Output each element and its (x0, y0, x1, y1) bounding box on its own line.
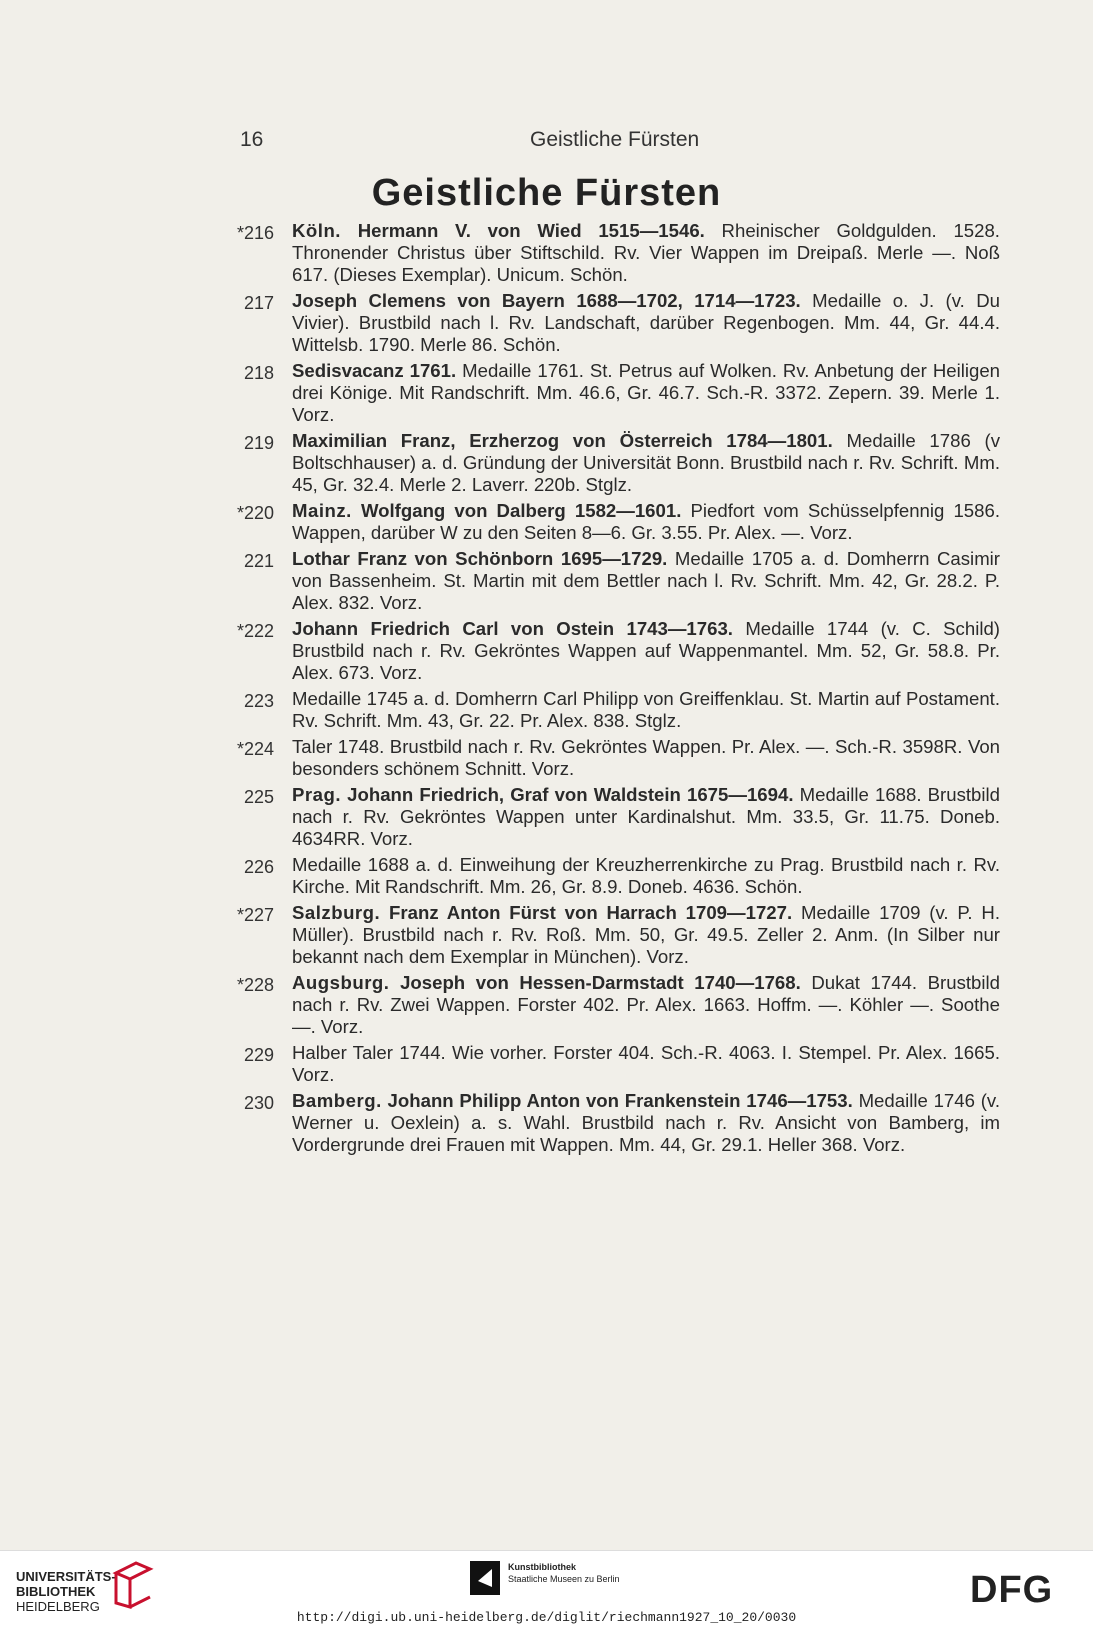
catalog-entry (220, 618, 1000, 684)
entry-body: Medaille 1688 a. d. Einweihung der Kreuzherrenkirche zu Prag. Brustbild nach r. Rv. Kirche. Mit Randschrift. Mm. 26, Gr. 8.9. Doneb. 4636. Schön. (292, 854, 1000, 897)
entry-text (292, 618, 1000, 684)
entry-heading: Joseph Clemens von Bayern 1688—1702, 1714—1723. (292, 290, 801, 311)
entry-place: Bamberg. (292, 1090, 382, 1111)
catalog-entry (220, 854, 1000, 898)
entry-heading: Johann Friedrich Carl von Ostein 1743—1763. (292, 618, 733, 639)
catalog-entry (220, 290, 1000, 356)
entry-body: Halber Taler 1744. Wie vorher. Forster 404. Sch.-R. 4063. I. Stempel. Pr. Alex. 1665. Vorz. (292, 1042, 1000, 1085)
page-number: 16 (240, 128, 264, 151)
entry-heading: Wolfgang von Dalberg 1582—1601. (360, 500, 682, 521)
entry-text (292, 854, 1000, 898)
entry-heading: Sedisvacanz 1761. (292, 360, 457, 381)
entry-body: Medaille 1745 a. d. Domherrn Carl Philipp von Greiffenklau. St. Martin auf Postament. Rv. Schrift. Mm. 43, Gr. 22. Pr. Alex. 838. Stglz. (292, 688, 1000, 731)
entry-text (292, 972, 1000, 1038)
entry-text (292, 688, 1000, 732)
entry-body: Rheinischer Goldgulden. 1528. Thronender Christus über Stiftschild. Rv. Vier Wappen im Dreipaß. Merle —. Noß 617. (Dieses Exemplar). Unicum. Schön. (292, 220, 1000, 285)
source-url-link[interactable]: http://digi.ub.uni-heidelberg.de/diglit/riechmann1927_10_20/0030 (296, 1610, 797, 1625)
entry-body: Medaille 1746 (v. Werner u. Oexlein) a. s. Wahl. Brustbild nach r. Rv. Ansicht von Bamberg, im Vordergrunde drei Frauen mit Wappen. Mm. 44, Gr. 29.1. Heller 368. Vorz. (292, 1090, 1000, 1155)
lot-number: 229 (243, 1045, 274, 1065)
entry-text (292, 430, 1000, 496)
entry-heading: Joseph von Hessen-Darmstadt 1740—1768. (400, 972, 801, 993)
uni-logo-line: UNIVERSITÄTS- (16, 1569, 116, 1584)
entry-body: Medaille 1744 (v. C. Schild) Brustbild nach r. Rv. Gekröntes Wappen auf Wappenmantel. Mm. 52, Gr. 58.8. Pr. Alex. 673. Vorz. (292, 618, 1000, 683)
lot-number: *220 (236, 503, 274, 523)
entry-body: Medaille 1709 (v. P. H. Müller). Brustbild nach r. Rv. Roß. Mm. 50, Gr. 49.5. Zeller 2. Anm. (In Silber nur bekannt nach dem Exemplar in München). Vorz. (292, 902, 1000, 967)
entry-body: Medaille 1705 a. d. Domherrn Casimir von Bassenheim. St. Martin mit dem Bettler nach l. Rv. Schrift. Mm. 42, Gr. 28.2. P. Alex. 832. Vorz. (292, 548, 1000, 613)
lot-number: 221 (243, 551, 274, 571)
entry-text (292, 500, 1000, 544)
lot-number: 230 (243, 1093, 274, 1113)
lot-number: 225 (243, 787, 274, 807)
catalog-entry (220, 902, 1000, 968)
entry-body: Taler 1748. Brustbild nach r. Rv. Gekröntes Wappen. Pr. Alex. —. Sch.-R. 3598R. Von besonders schönem Schnitt. Vorz. (292, 736, 1000, 779)
lot-number: 218 (243, 363, 274, 383)
lot-number: *227 (236, 905, 274, 925)
entry-body: Medaille o. J. (v. Du Vivier). Brustbild nach l. Rv. Landschaft, darüber Regenbogen. Mm. 44, Gr. 44.4. Wittelsb. 1790. Merle 86. Schön. (292, 290, 1001, 355)
lot-number: *222 (236, 621, 274, 641)
entry-body: Dukat 1744. Brustbild nach r. Rv. Zwei Wappen. Forster 402. Pr. Alex. 1663. Hoffm. —. Köhler —. Soothe —. Vorz. (292, 972, 1000, 1037)
lot-number: 223 (243, 691, 274, 711)
entry-heading: Franz Anton Fürst von Harrach 1709—1727. (389, 902, 793, 923)
entry-text (292, 784, 1000, 850)
footer-bar (0, 1550, 1093, 1628)
entry-body: Medaille 1786 (v Boltschhauser) a. d. Gründung der Universität Bonn. Brustbild nach r. Rv. Schrift. Mm. 45, Gr. 32.4. Merle 2. Laverr. 220b. Stglz. (292, 430, 1000, 495)
entry-text (292, 1090, 1000, 1156)
running-title: Geistliche Fürsten (530, 128, 700, 151)
catalog-entry (220, 1090, 1000, 1156)
catalog-entry (220, 500, 1000, 544)
entry-place: Augsburg. (292, 972, 390, 993)
entry-place: Mainz. (292, 500, 352, 521)
catalog-entry (220, 430, 1000, 496)
lot-number: *216 (236, 223, 274, 243)
entry-text (292, 548, 1000, 614)
entry-text (292, 290, 1000, 356)
kunstbibliothek-logo[interactable] (470, 1561, 620, 1595)
entry-heading: Johann Friedrich, Graf von Waldstein 1675—1694. (347, 784, 794, 805)
entry-heading: Johann Philipp Anton von Frankenstein 1746—1753. (387, 1090, 853, 1111)
entry-text (292, 736, 1000, 780)
dfg-logo[interactable]: DFG (970, 1569, 1054, 1611)
lot-number: 217 (243, 293, 274, 313)
uni-logo-line: BIBLIOTHEK (16, 1584, 96, 1599)
catalog-entry (220, 548, 1000, 614)
entry-heading: Maximilian Franz, Erzherzog von Österreich 1784—1801. (292, 430, 833, 451)
kb-title: Kunstbibliothek (508, 1562, 576, 1572)
catalog-entry (220, 972, 1000, 1038)
catalog-entry (220, 736, 1000, 780)
lot-number: *224 (236, 739, 274, 759)
catalog-entry (220, 360, 1000, 426)
entry-heading: Lothar Franz von Schönborn 1695—1729. (292, 548, 668, 569)
section-title: Geistliche Fürsten (371, 172, 722, 214)
catalog-list (220, 220, 1000, 1160)
entry-text (292, 360, 1000, 426)
lot-number: *228 (236, 975, 274, 995)
entry-body: Medaille 1688. Brustbild nach r. Rv. Gekröntes Wappen unter Kardinalshut. Mm. 33.5, Gr. 11.75. Doneb. 4634RR. Vorz. (292, 784, 1000, 849)
entry-place: Salzburg. (292, 902, 381, 923)
catalog-entry (220, 1042, 1000, 1086)
catalog-entry (220, 688, 1000, 732)
lot-number: 226 (243, 857, 274, 877)
entry-body: Piedfort vom Schüsselpfennig 1586. Wappen, darüber W zu den Seiten 8—6. Gr. 3.55. Pr. Alex. —. Vorz. (292, 500, 1000, 543)
entry-text (292, 1042, 1000, 1086)
catalog-entry (220, 220, 1000, 286)
entry-place: Köln. (292, 220, 341, 241)
kb-subtitle: Staatliche Museen zu Berlin (508, 1574, 620, 1584)
uni-logo-line: HEIDELBERG (16, 1599, 100, 1614)
entry-heading: Hermann V. von Wied 1515—1546. (357, 220, 705, 241)
kunstbibliothek-mark-icon (470, 1561, 500, 1595)
lot-number: 219 (243, 433, 274, 453)
university-library-logo[interactable] (16, 1569, 116, 1614)
entry-text (292, 220, 1000, 286)
university-mark-icon (110, 1559, 154, 1609)
catalog-entry (220, 784, 1000, 850)
entry-body: Medaille 1761. St. Petrus auf Wolken. Rv. Anbetung der Heiligen drei Könige. Mit Randschrift. Mm. 46.6, Gr. 46.7. Sch.-R. 3372. Zepern. 39. Merle 1. Vorz. (292, 360, 1000, 425)
entry-text (292, 902, 1000, 968)
entry-place: Prag. (292, 784, 342, 805)
